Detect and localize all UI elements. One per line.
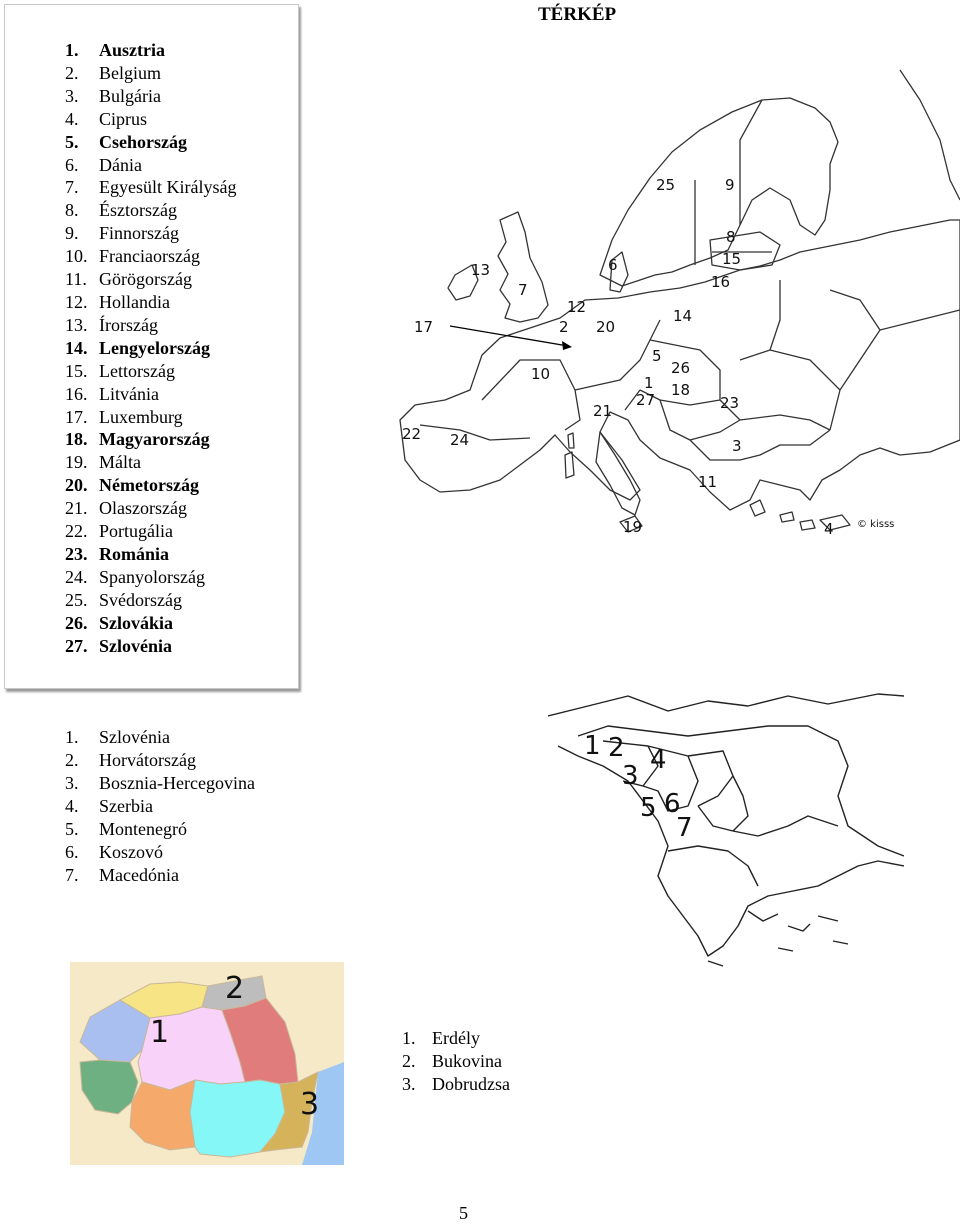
map-label: 12 [567, 298, 587, 316]
list-item: 2. Horvátország [65, 750, 196, 770]
europe-coastlines [400, 70, 960, 532]
list-item: 24. Spanyolország [65, 566, 205, 587]
list-item: 6. Dánia [65, 154, 142, 175]
map-label: 7 [676, 813, 693, 843]
map-label: 2 [608, 733, 625, 763]
eu-country-list-box [4, 4, 299, 689]
map-label: 21 [593, 402, 613, 420]
luxembourg-arrow [450, 326, 568, 346]
map-label: 9 [725, 176, 735, 194]
list-item: 4. Ciprus [65, 108, 148, 129]
list-item: 3. Bosznia-Hercegovina [65, 773, 255, 793]
map-label: 3 [622, 761, 639, 791]
list-item: 23. Románia [65, 543, 170, 564]
map-label: 2 [225, 971, 245, 1006]
balkan-country-list [65, 726, 255, 887]
map-label: 16 [711, 273, 731, 291]
list-item: 7. Egyesült Királyság [65, 177, 237, 198]
map-label: 25 [656, 176, 676, 194]
map-label: 7 [518, 281, 528, 299]
map-label: 8 [726, 228, 736, 246]
list-item: 20. Németország [65, 475, 199, 496]
list-item: 9. Finnország [65, 223, 179, 244]
map-label: 13 [471, 261, 491, 279]
list-item: 26. Szlovákia [65, 612, 174, 633]
list-item: 18. Magyarország [65, 429, 210, 450]
balkan-map [548, 686, 904, 976]
map-label: 18 [671, 381, 691, 399]
list-item: 1. Ausztria [65, 40, 165, 60]
list-item: 2. Belgium [65, 62, 161, 83]
list-item: 15. Lettország [65, 360, 175, 381]
map-label: 19 [623, 518, 643, 536]
list-item: 6. Koszovó [65, 842, 163, 862]
map-label: 4 [650, 745, 667, 775]
map-label: 15 [722, 250, 742, 268]
map-credit: © kisss [857, 519, 895, 530]
map-label: 4 [824, 520, 834, 538]
list-item: 7. Macedónia [65, 865, 179, 885]
list-item: 1. Erdély [402, 1028, 480, 1048]
map-label: 2 [559, 318, 569, 336]
list-item: 22. Portugália [65, 521, 173, 542]
list-item: 5. Montenegró [65, 819, 187, 839]
map-label: 5 [640, 793, 657, 823]
list-item: 5. Csehország [65, 131, 187, 152]
map-label: 1 [644, 374, 654, 392]
map-label: 23 [720, 394, 740, 412]
list-item: 4. Szerbia [65, 796, 153, 816]
list-item: 8. Észtország [65, 200, 177, 221]
map-label: 26 [671, 359, 691, 377]
page-number: 5 [459, 1203, 468, 1223]
romania-map [70, 962, 344, 1165]
map-label: 10 [531, 365, 551, 383]
list-item: 2. Bukovina [402, 1051, 502, 1071]
map-label: 22 [402, 425, 422, 443]
map-label: 11 [698, 473, 718, 491]
map-label: 6 [608, 256, 618, 274]
balkan-map-background [548, 686, 904, 976]
list-item: 14. Lengyelország [65, 337, 210, 358]
map-label: 1 [150, 1015, 170, 1050]
list-item: 13. Írország [65, 314, 158, 335]
page-title: TÉRKÉP [538, 4, 617, 25]
arrow-head-icon [562, 341, 572, 350]
map-label: 3 [300, 1087, 320, 1122]
eu-country-list [65, 39, 236, 657]
list-item: 21. Olaszország [65, 498, 187, 519]
list-item: 16. Litvánia [65, 383, 159, 404]
list-item: 11. Görögország [65, 269, 192, 290]
map-label: 5 [652, 347, 662, 365]
map-label: 20 [596, 318, 616, 336]
list-item: 27. Szlovénia [65, 635, 173, 656]
list-item: 19. Málta [65, 452, 141, 473]
map-label: 1 [584, 731, 601, 761]
list-item: 12. Hollandia [65, 291, 170, 312]
greek-islands-shape [750, 500, 815, 530]
sardinia-corsica-shape [565, 433, 574, 478]
list-item: 17. Luxemburg [65, 406, 183, 427]
list-item: 1. Szlovénia [65, 727, 170, 747]
map-label: 24 [450, 431, 470, 449]
map-label: 17 [414, 318, 434, 336]
list-item: 3. Dobrudzsa [402, 1074, 510, 1094]
map-label: 27 [636, 391, 656, 409]
map-label: 3 [732, 437, 742, 455]
scandinavia-shape [600, 98, 838, 286]
list-item: 10. Franciaország [65, 246, 200, 267]
britain-shape [498, 212, 548, 322]
east-coast-shape [900, 70, 960, 200]
italy-shape [596, 432, 640, 515]
map-label: 14 [673, 307, 693, 325]
map-label: 6 [664, 789, 681, 819]
europe-map [360, 60, 960, 545]
list-item: 25. Svédország [65, 589, 182, 610]
romania-region-list [402, 1027, 510, 1096]
list-item: 3. Bulgária [65, 85, 161, 106]
baltic-states-shape [710, 232, 780, 270]
